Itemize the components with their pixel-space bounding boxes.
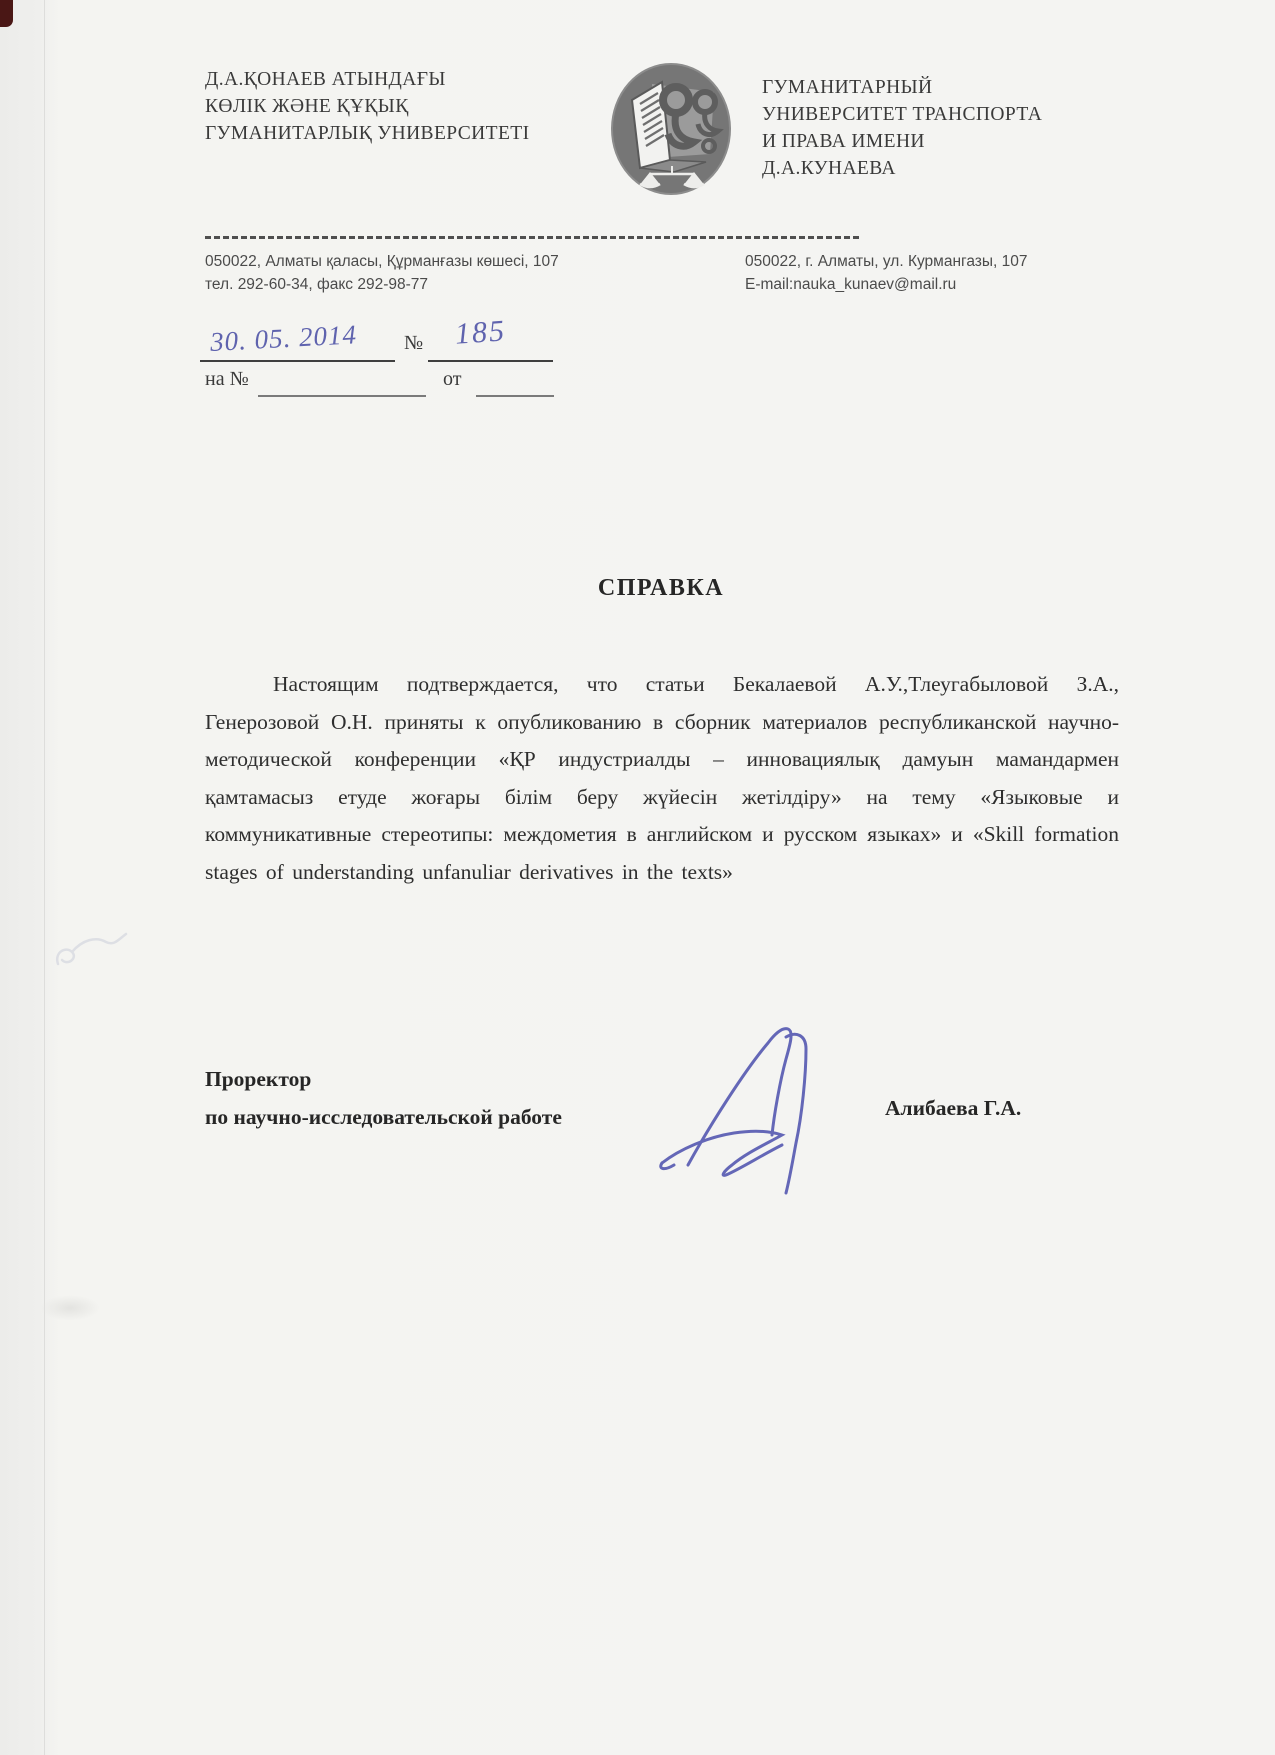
date-underline: [200, 360, 395, 362]
university-name-ru-line2: УНИВЕРСИТЕТ ТРАНСПОРТА: [762, 104, 1043, 125]
number-underline: [428, 360, 553, 362]
address-kk: 050022, Алматы қаласы, Құрманғазы көшесі, 107: [205, 253, 559, 270]
phone-fax: тел. 292-60-34, факс 292-98-77: [205, 276, 429, 293]
email: E-mail:nauka_kunaev@mail.ru: [745, 276, 957, 293]
address-ru: 050022, г. Алматы, ул. Курмангазы, 107: [745, 253, 1028, 270]
document-title: СПРАВКА: [597, 575, 725, 601]
dashed-separator: [205, 236, 860, 239]
signer-position-line1: Проректор: [205, 1067, 312, 1091]
signer-position-line2: по научно-исследовательской работе: [205, 1105, 562, 1129]
university-name-kk-line2: КӨЛІК ЖӘНЕ ҚҰҚЫҚ: [205, 96, 409, 117]
number-sign-label: №: [404, 332, 424, 354]
university-name-kk-line1: Д.А.ҚОНАЕВ АТЫНДАҒЫ: [205, 69, 446, 90]
university-logo-icon: [610, 62, 732, 196]
reply-number-label: на №: [205, 368, 249, 390]
scan-edge-line: [44, 0, 45, 1755]
scan-corner-artifact: [0, 0, 13, 27]
handwritten-outgoing-number: 185: [453, 314, 508, 351]
handwritten-date: 30. 05. 2014: [209, 319, 358, 357]
address-block-kazakh: [205, 250, 625, 296]
signature-ink: [650, 1015, 870, 1200]
university-name-kazakh: [205, 66, 605, 147]
reply-from-label: от: [443, 368, 462, 390]
university-name-ru-line4: Д.А.КУНАЕВА: [762, 158, 896, 179]
scan-smudge-artifact: [40, 1295, 100, 1321]
pen-squiggle-artifact: [48, 912, 138, 982]
university-name-russian: [762, 74, 1122, 182]
address-block-russian: [745, 250, 1125, 296]
signer-position: [205, 1060, 725, 1136]
university-name-kk-line3: ГУМАНИТАРЛЫҚ УНИВЕРСИТЕТІ: [205, 123, 530, 144]
university-name-ru-line1: ГУМАНИТАРНЫЙ: [762, 77, 933, 98]
signer-name: Алибаева Г.А.: [885, 1096, 1022, 1120]
university-name-ru-line3: И ПРАВА ИМЕНИ: [762, 131, 925, 152]
body-paragraph: Настоящим подтверждается, что статьи Бекалаевой А.У.,Тлеугабыловой З.А., Генерозовой О.Н. приняты к опубликованию в сборник материалов республиканской научно- методической конференции «ҚР индустриалды – инновациялық дамуын мамандармен қамтамасыз етуде жоғары білім беру жүйесін жетілдіру» на тему «Языковые и коммуникативные стереотипы: междометия в английском и русском языках» и «Skill formation stages of understanding unfanuliar derivatives in the texts»: [205, 672, 1119, 884]
reply-from-blank-line: [476, 395, 554, 397]
reply-number-blank-line: [258, 395, 426, 397]
